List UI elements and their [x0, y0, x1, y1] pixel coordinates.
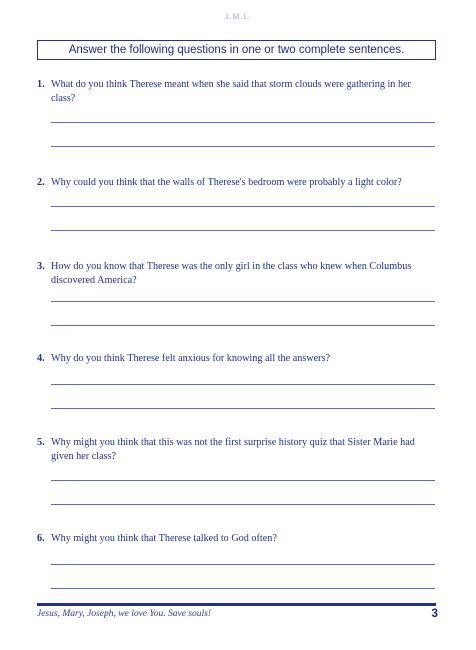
page-number: 3 — [431, 606, 438, 620]
answer-line[interactable] — [51, 480, 435, 481]
answer-line[interactable] — [51, 206, 435, 207]
answer-line[interactable] — [51, 384, 435, 385]
question-text: Why might you think that Therese talked to God often? — [51, 533, 277, 544]
question-number: 2. — [37, 177, 45, 188]
answer-line[interactable] — [51, 325, 435, 326]
question-number: 6. — [37, 533, 45, 544]
question-number: 3. — [37, 261, 45, 272]
question-number: 4. — [37, 353, 45, 364]
answer-line[interactable] — [51, 564, 435, 565]
answer-line[interactable] — [51, 408, 435, 409]
question-number: 5. — [37, 437, 45, 448]
question-text: Why could you think that the walls of Therese's bedroom were probably a light color? — [51, 177, 402, 188]
answer-line[interactable] — [51, 588, 435, 589]
question-text: How do you know that Therese was the only girl in the class who knew when Columbus discovered America? — [51, 261, 412, 286]
answer-line[interactable] — [51, 230, 435, 231]
footer-motto: Jesus, Mary, Joseph, we love You. Save souls! — [37, 609, 212, 619]
instructions-box — [37, 40, 436, 60]
answer-line[interactable] — [51, 122, 435, 123]
answer-line[interactable] — [51, 504, 435, 505]
question-text: Why might you think that this was not the first surprise history quiz that Sister Marie had given her class? — [51, 437, 415, 462]
question-3 — [37, 260, 437, 288]
answer-line[interactable] — [51, 301, 435, 302]
instructions-text: Answer the following questions in one or two complete sentences. — [68, 44, 405, 56]
footer-rule — [37, 603, 436, 606]
question-5 — [37, 436, 437, 464]
answer-line[interactable] — [51, 146, 435, 147]
question-6 — [37, 532, 437, 546]
question-1 — [37, 78, 437, 106]
header-mark: I.M.I. — [225, 12, 251, 21]
question-4 — [37, 352, 437, 366]
question-text: Why do you think Therese felt anxious for knowing all the answers? — [51, 353, 331, 364]
question-number: 1. — [37, 79, 45, 90]
question-text: What do you think Therese meant when she said that storm clouds were gathering in her class? — [51, 79, 411, 104]
question-2 — [37, 176, 437, 190]
